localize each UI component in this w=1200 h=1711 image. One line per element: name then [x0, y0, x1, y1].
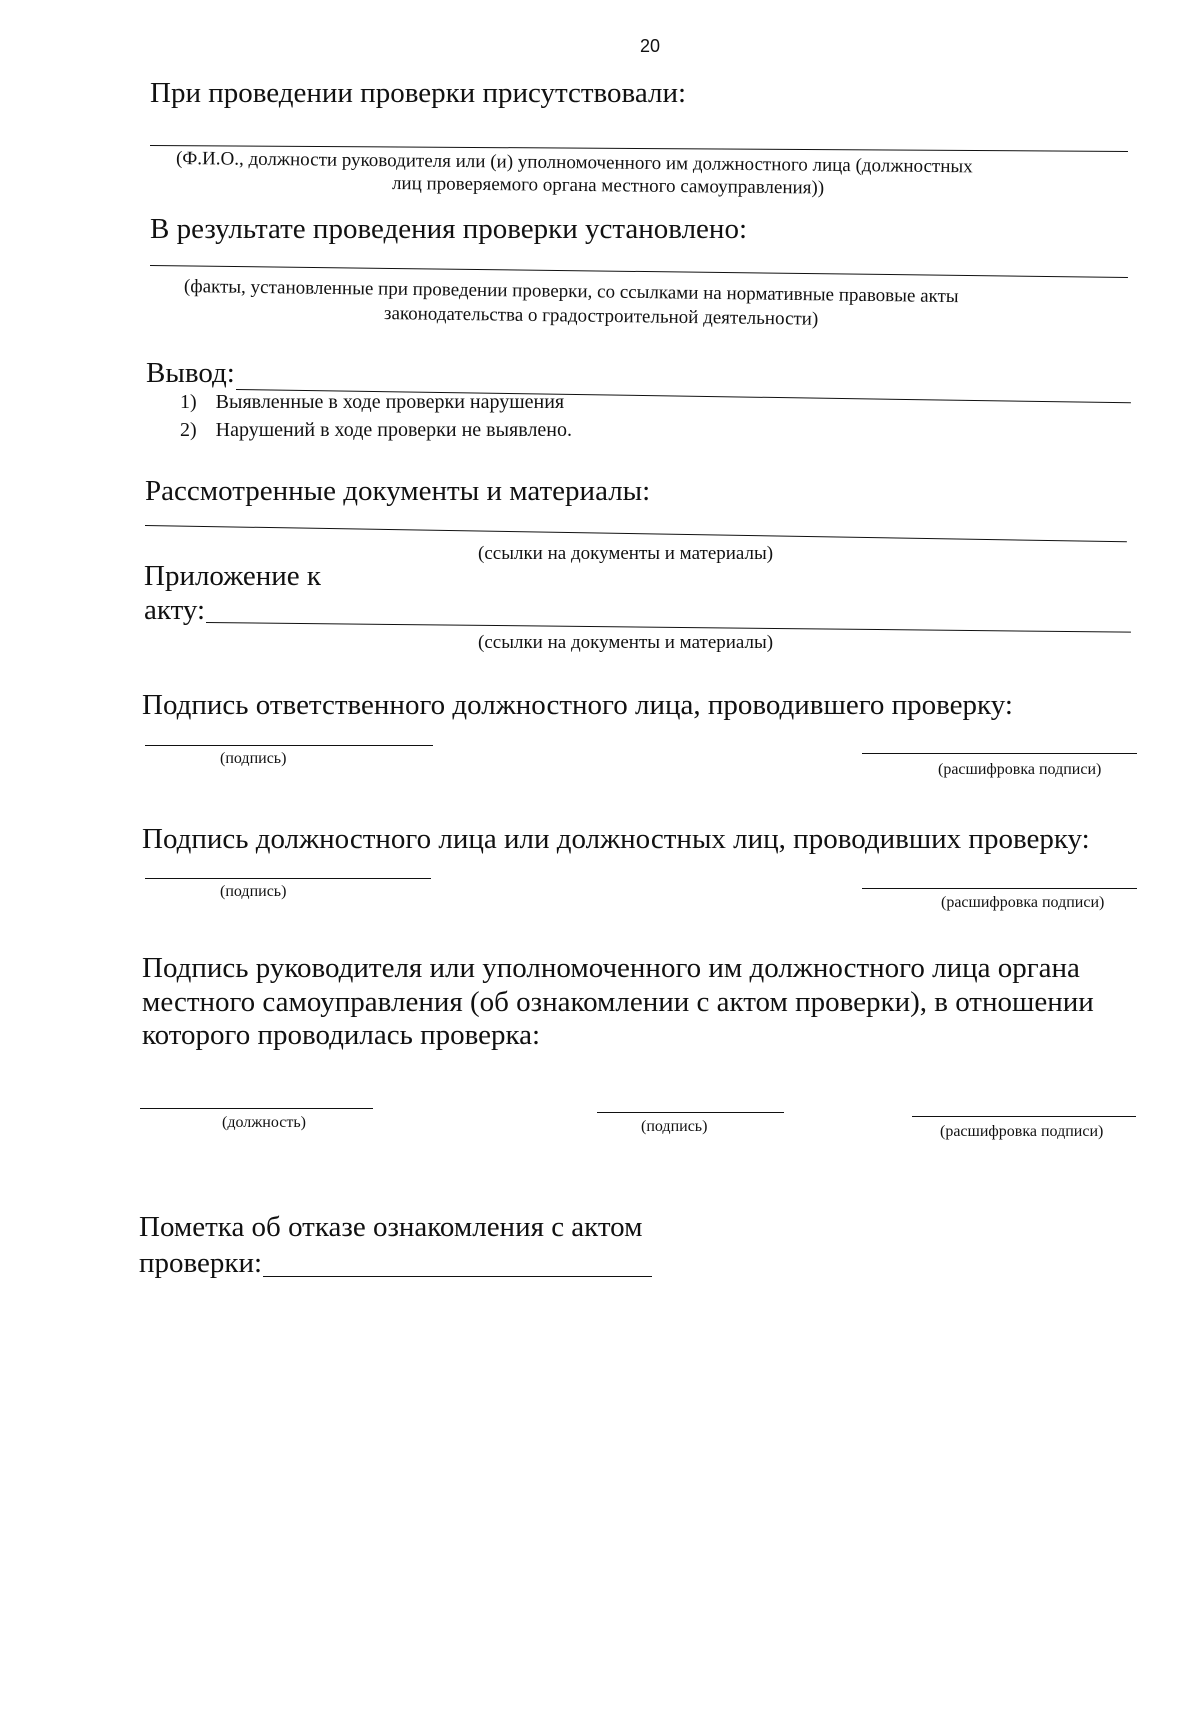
option-number: 1): [180, 391, 197, 413]
appendix-heading-line2: акту:: [144, 594, 206, 626]
page-number: 20: [640, 36, 661, 56]
documents-fill-line[interactable]: [145, 525, 1127, 542]
attendance-caption-line2: лиц проверяемого органа местного самоуправления)): [391, 173, 825, 199]
refusal-heading-line1: Пометка об отказе ознакомления с актом: [139, 1211, 643, 1243]
option-text: Выявленные в ходе проверки нарушения: [215, 391, 565, 413]
attendance-caption-line1: (Ф.И.О., должности руководителя или (и) уполномоченного им должностного лица (должностных: [175, 148, 973, 178]
refusal-fill-line[interactable]: [263, 1276, 652, 1277]
responsible-signature-line[interactable]: [145, 745, 433, 746]
responsible-signature-caption: (подпись): [220, 750, 287, 767]
responsible-signature-heading: Подпись ответственного должностного лица, проводившего проверку:: [142, 689, 1013, 721]
inspectors-signature-heading: Подпись должностного лица или должностных лиц, проводивших проверку:: [142, 823, 1090, 855]
findings-caption-line1: (факты, установленные при проведении проверки, со ссылками на нормативные правовые акты: [183, 276, 959, 308]
head-position-line[interactable]: [140, 1108, 373, 1109]
documents-heading: Рассмотренные документы и материалы:: [145, 475, 651, 507]
conclusion-option-1[interactable]: [180, 389, 564, 415]
documents-caption: (ссылки на документы и материалы): [478, 543, 774, 564]
inspectors-name-caption: (расшифровка подписи): [941, 894, 1105, 911]
option-text: Нарушений в ходе проверки не выявлено.: [215, 419, 572, 441]
conclusion-option-2[interactable]: [180, 417, 572, 443]
inspectors-name-line[interactable]: [862, 888, 1137, 889]
head-name-caption: (расшифровка подписи): [940, 1123, 1104, 1140]
head-signature-line[interactable]: [597, 1112, 784, 1113]
head-signature-heading-line3: которого проводилась проверка:: [142, 1019, 541, 1051]
head-signature-caption: (подпись): [641, 1118, 708, 1135]
head-signature-heading-line2: местного самоуправления (об ознакомлении с актом проверки), в отношении: [142, 986, 1094, 1018]
attendance-heading: При проведении проверки присутствовали:: [150, 77, 687, 109]
responsible-name-line[interactable]: [862, 753, 1137, 754]
head-name-line[interactable]: [912, 1116, 1136, 1117]
findings-heading: В результате проведения проверки установлено:: [150, 213, 748, 245]
conclusion-heading: Вывод:: [146, 357, 235, 389]
findings-caption-line2: законодательства о градостроительной деятельности): [383, 303, 819, 330]
head-position-caption: (должность): [222, 1114, 306, 1131]
appendix-heading-line1: Приложение к: [144, 560, 321, 592]
inspectors-signature-caption: (подпись): [220, 883, 287, 900]
inspectors-signature-line[interactable]: [145, 878, 431, 879]
refusal-heading-line2: проверки:: [139, 1247, 263, 1279]
responsible-name-caption: (расшифровка подписи): [938, 761, 1102, 778]
appendix-caption: (ссылки на документы и материалы): [478, 632, 774, 653]
option-number: 2): [180, 419, 197, 441]
head-signature-heading-line1: Подпись руководителя или уполномоченного им должностного лица органа: [142, 952, 1080, 984]
